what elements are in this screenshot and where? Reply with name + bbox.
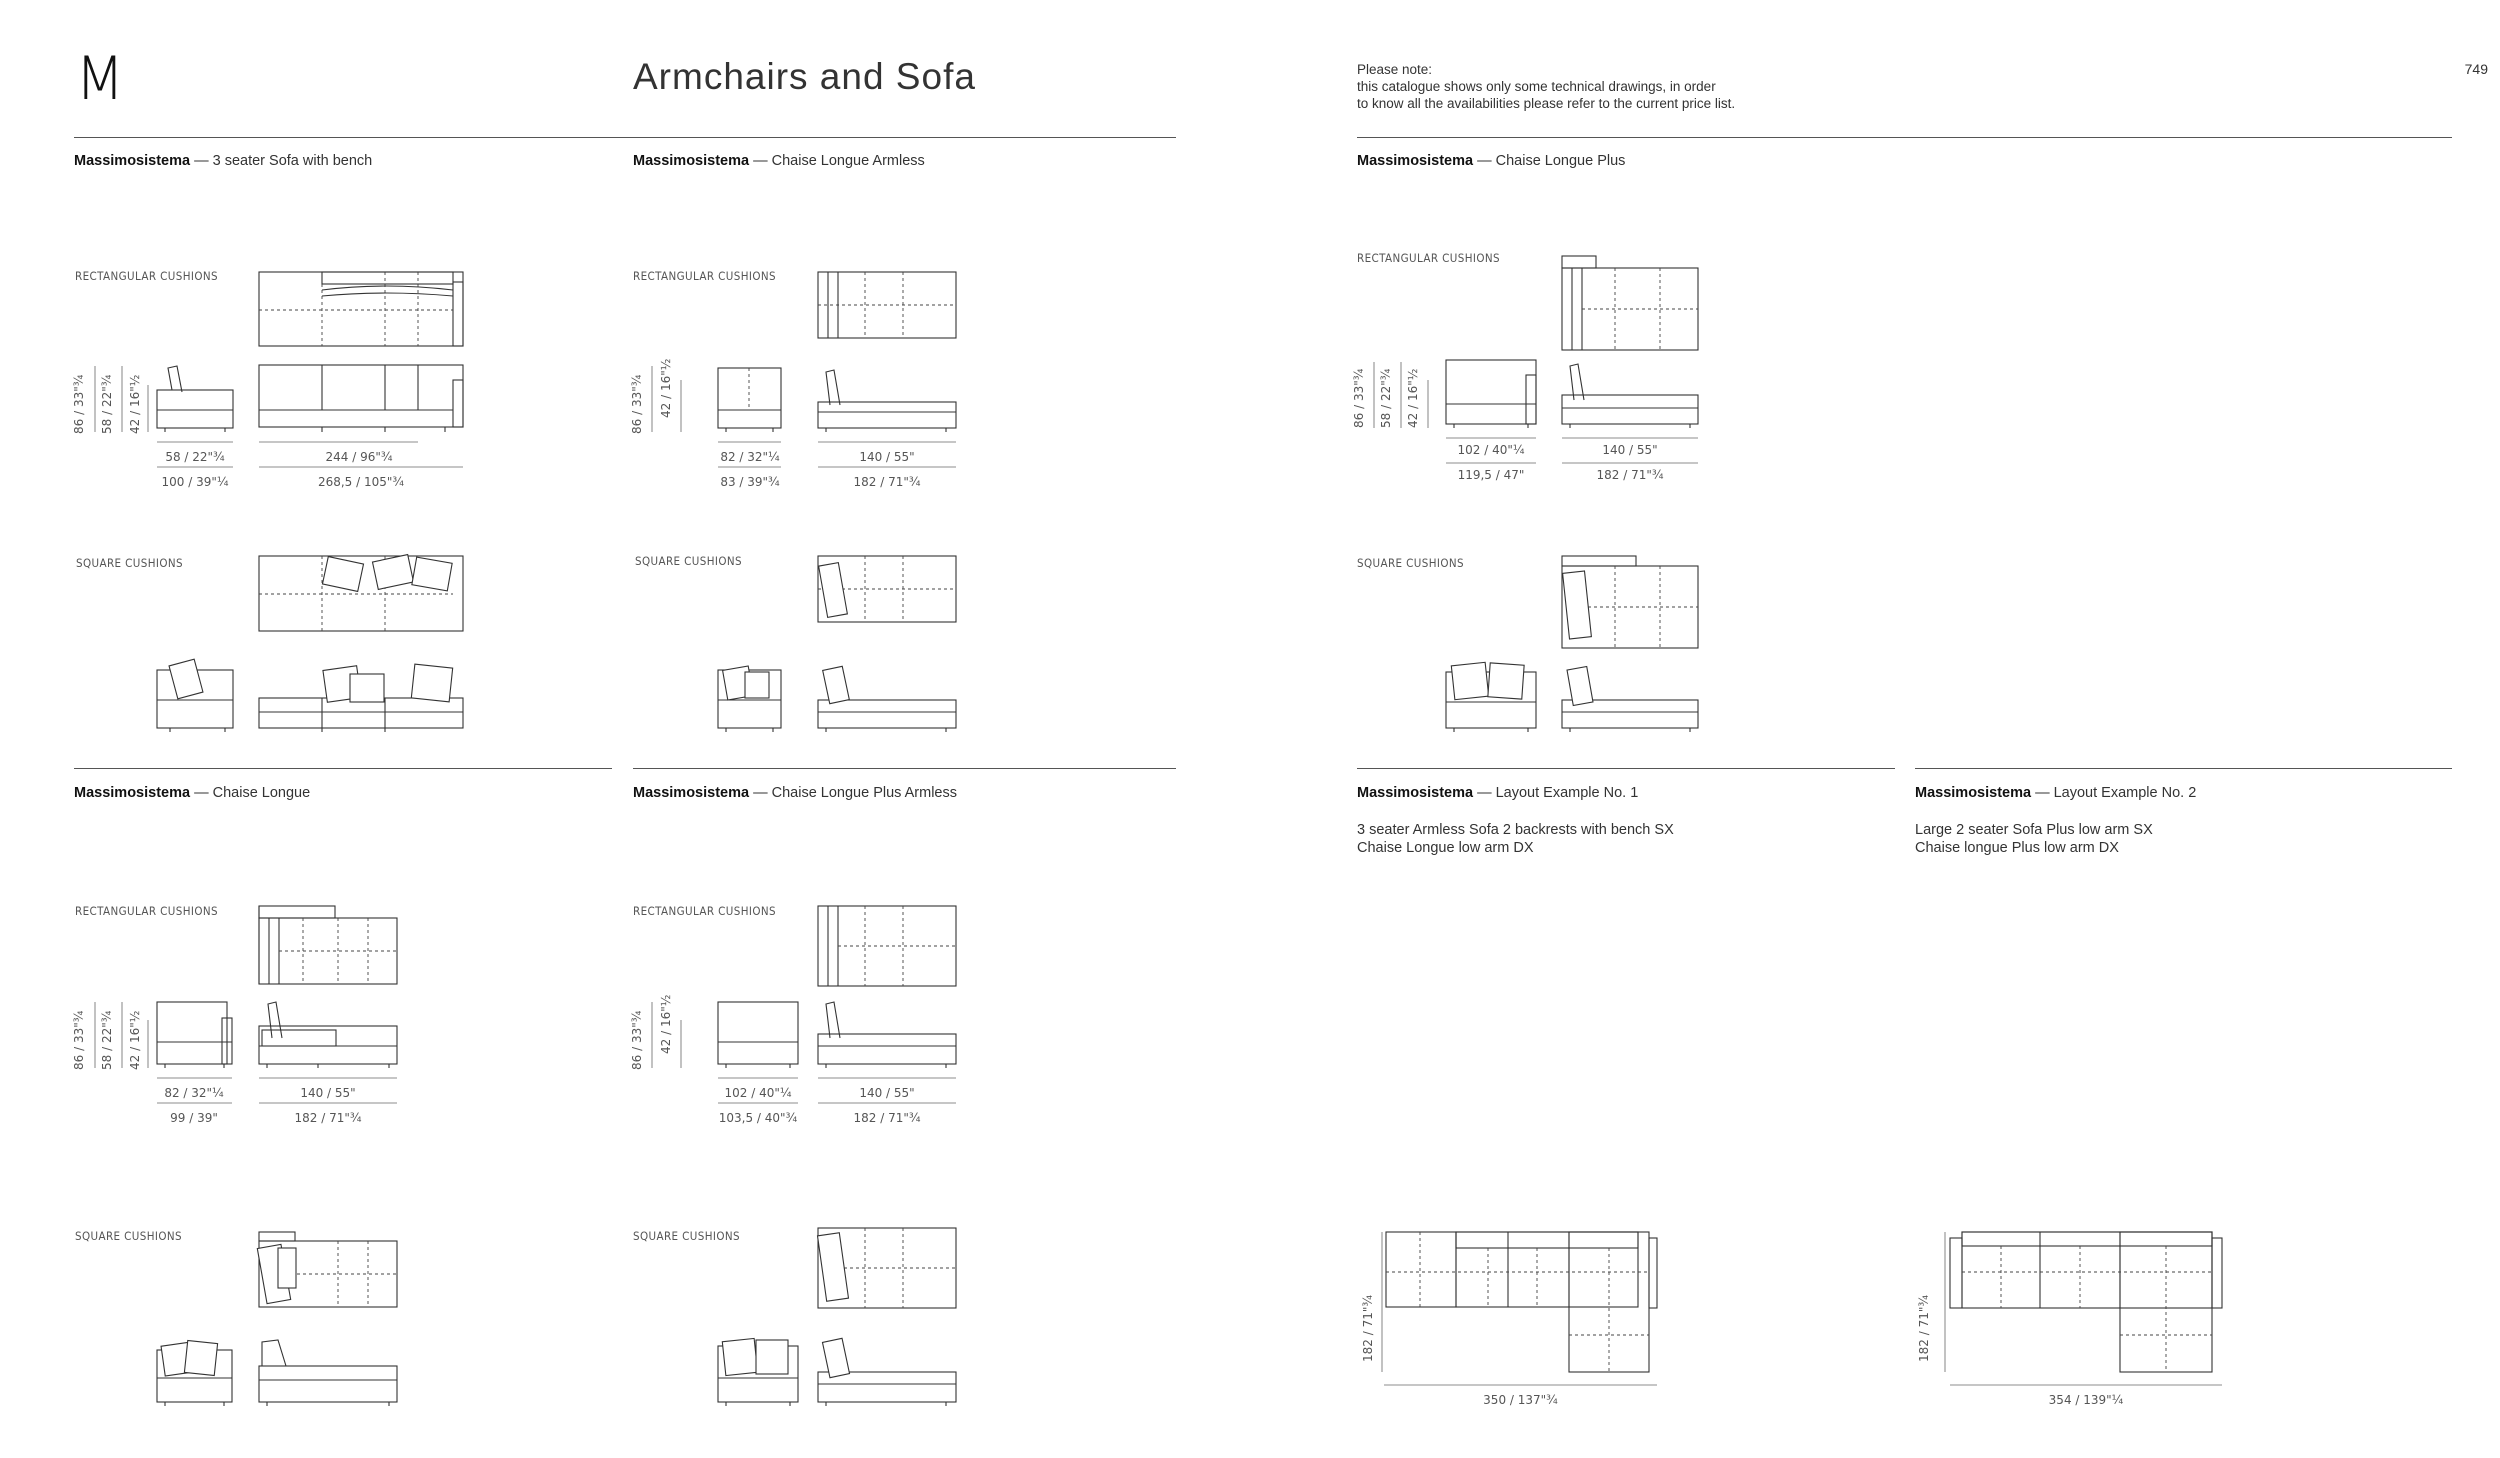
dim-width: 119,5 / 47" [1457,468,1525,482]
dim-width: 140 / 55" [300,1086,356,1100]
sofa-bench-side-view [157,366,233,432]
chaise-plus-square-side-view [1562,667,1698,732]
layout-2-plan [1950,1232,2222,1372]
chaise-plus-side-view [1562,364,1698,428]
chaise-plus-armless-square-top-view [818,1228,956,1308]
brand-logo: M [75,44,123,114]
chaise-armless-side-view [818,370,956,432]
dim-width: 100 / 39"¼ [161,475,229,489]
section-title-layout-2: Massimosistema — Layout Example No. 2 [1915,785,2197,801]
label-rect-cushions: RECTANGULAR CUSHIONS [633,904,777,918]
dim-height: 58 / 22"¾ [1379,368,1393,428]
chaise-top-view [259,906,397,984]
sofa-bench-top-view [259,272,463,346]
dim-width: 354 / 139"¼ [2048,1393,2124,1407]
section-title-chaise: Massimosistema — Chaise Longue [74,785,311,801]
dim-height: 86 / 33"¾ [72,374,86,434]
label-rect-cushions: RECTANGULAR CUSHIONS [1357,251,1501,265]
chaise-armless-square-top-view [818,556,956,622]
dim-height: 42 / 16"½ [1406,368,1420,428]
dim-width: 140 / 55" [859,450,915,464]
section-title-chaise-armless: Massimosistema — Chaise Longue Armless [633,153,925,169]
dim-height: 42 / 16"½ [128,374,142,434]
chaise-plus-front-view [1446,360,1536,428]
dim-width: 244 / 96"¾ [325,450,393,464]
label-rect-cushions: RECTANGULAR CUSHIONS [75,269,219,283]
dim-width: 83 / 39"¾ [720,475,780,489]
chaise-armless-top-view [818,272,956,338]
chaise-plus-armless-side-view [818,1002,956,1068]
label-square-cushions: SQUARE CUSHIONS [1357,556,1465,570]
layout-2-description: Large 2 seater Sofa Plus low arm SX Chaise longue Plus low arm DX [1915,822,2153,856]
dim-width: 102 / 40"¼ [724,1086,792,1100]
page-title: Armchairs and Sofa [633,56,976,97]
dim-height: 58 / 22"¾ [100,1010,114,1070]
dim-width: 182 / 71"¾ [1596,468,1664,482]
dim-width: 82 / 32"¼ [164,1086,224,1100]
chaise-front-view [157,1002,232,1068]
dim-height: 86 / 33"¾ [630,1010,644,1070]
section-title-layout-1: Massimosistema — Layout Example No. 1 [1357,785,1639,801]
chaise-side-view [259,1002,397,1068]
label-square-cushions: SQUARE CUSHIONS [76,556,184,570]
chaise-square-top-view [257,1232,397,1307]
dim-width: 182 / 71"¾ [294,1111,362,1125]
dim-width: 82 / 32"¼ [720,450,780,464]
dim-width: 58 / 22"¾ [165,450,225,464]
section-title-sofa-bench: Massimosistema — 3 seater Sofa with bench [74,153,373,169]
dim-width: 102 / 40"¼ [1457,443,1525,457]
chaise-plus-armless-square-front-view [718,1338,798,1406]
dim-height: 86 / 33"¾ [630,374,644,434]
layout-1-description: 3 seater Armless Sofa 2 backrests with bench SX Chaise Longue low arm DX [1357,822,1674,856]
sofa-bench-square-side-view [157,659,233,732]
page-number: 749 [2464,61,2488,77]
dim-width: 182 / 71"¾ [853,475,921,489]
chaise-plus-top-view [1562,256,1698,350]
section-title-chaise-plus: Massimosistema — Chaise Longue Plus [1357,153,1626,169]
catalogue-note: Please note: this catalogue shows only some technical drawings, in order to know all the availabilities please refer to the current price list. [1357,62,1736,111]
chaise-armless-square-front-view [718,666,781,732]
chaise-square-side-view [259,1340,397,1406]
chaise-plus-armless-top-view [818,906,956,986]
dim-width: 99 / 39" [170,1111,218,1125]
dim-height: 42 / 16"½ [128,1010,142,1070]
dim-width: 268,5 / 105"¾ [317,475,405,489]
dim-height: 42 / 16"½ [659,358,673,418]
chaise-plus-armless-square-side-view [818,1338,956,1406]
dim-width: 103,5 / 40"¾ [718,1111,798,1125]
dim-depth: 182 / 71"¾ [1361,1295,1375,1362]
dim-depth: 182 / 71"¾ [1917,1295,1931,1362]
chaise-armless-square-side-view [818,666,956,732]
layout-1-dimension-lines [1382,1232,1657,1385]
section-title-chaise-plus-armless: Massimosistema — Chaise Longue Plus Armless [633,785,957,801]
chaise-armless-front-view [718,368,781,432]
dim-height: 58 / 22"¾ [100,374,114,434]
dim-height: 86 / 33"¾ [72,1010,86,1070]
dim-width: 140 / 55" [859,1086,915,1100]
layout-1-plan [1386,1232,1657,1372]
chaise-plus-square-top-view [1562,556,1698,648]
chaise-plus-square-front-view [1446,662,1536,732]
chaise-plus-armless-front-view [718,1002,798,1068]
label-rect-cushions: RECTANGULAR CUSHIONS [75,904,219,918]
label-rect-cushions: RECTANGULAR CUSHIONS [633,269,777,283]
dim-width: 182 / 71"¾ [853,1111,921,1125]
dim-height: 86 / 33"¾ [1352,368,1366,428]
label-square-cushions: SQUARE CUSHIONS [635,554,743,568]
dim-height: 42 / 16"½ [659,994,673,1054]
dim-width: 350 / 137"¾ [1483,1393,1558,1407]
dim-width: 140 / 55" [1602,443,1658,457]
sofa-bench-square-front-view [259,664,463,732]
sofa-bench-square-top-view [259,555,463,631]
sofa-bench-front-view [259,365,463,432]
label-square-cushions: SQUARE CUSHIONS [633,1229,741,1243]
label-square-cushions: SQUARE CUSHIONS [75,1229,183,1243]
chaise-square-front-view [157,1341,232,1406]
